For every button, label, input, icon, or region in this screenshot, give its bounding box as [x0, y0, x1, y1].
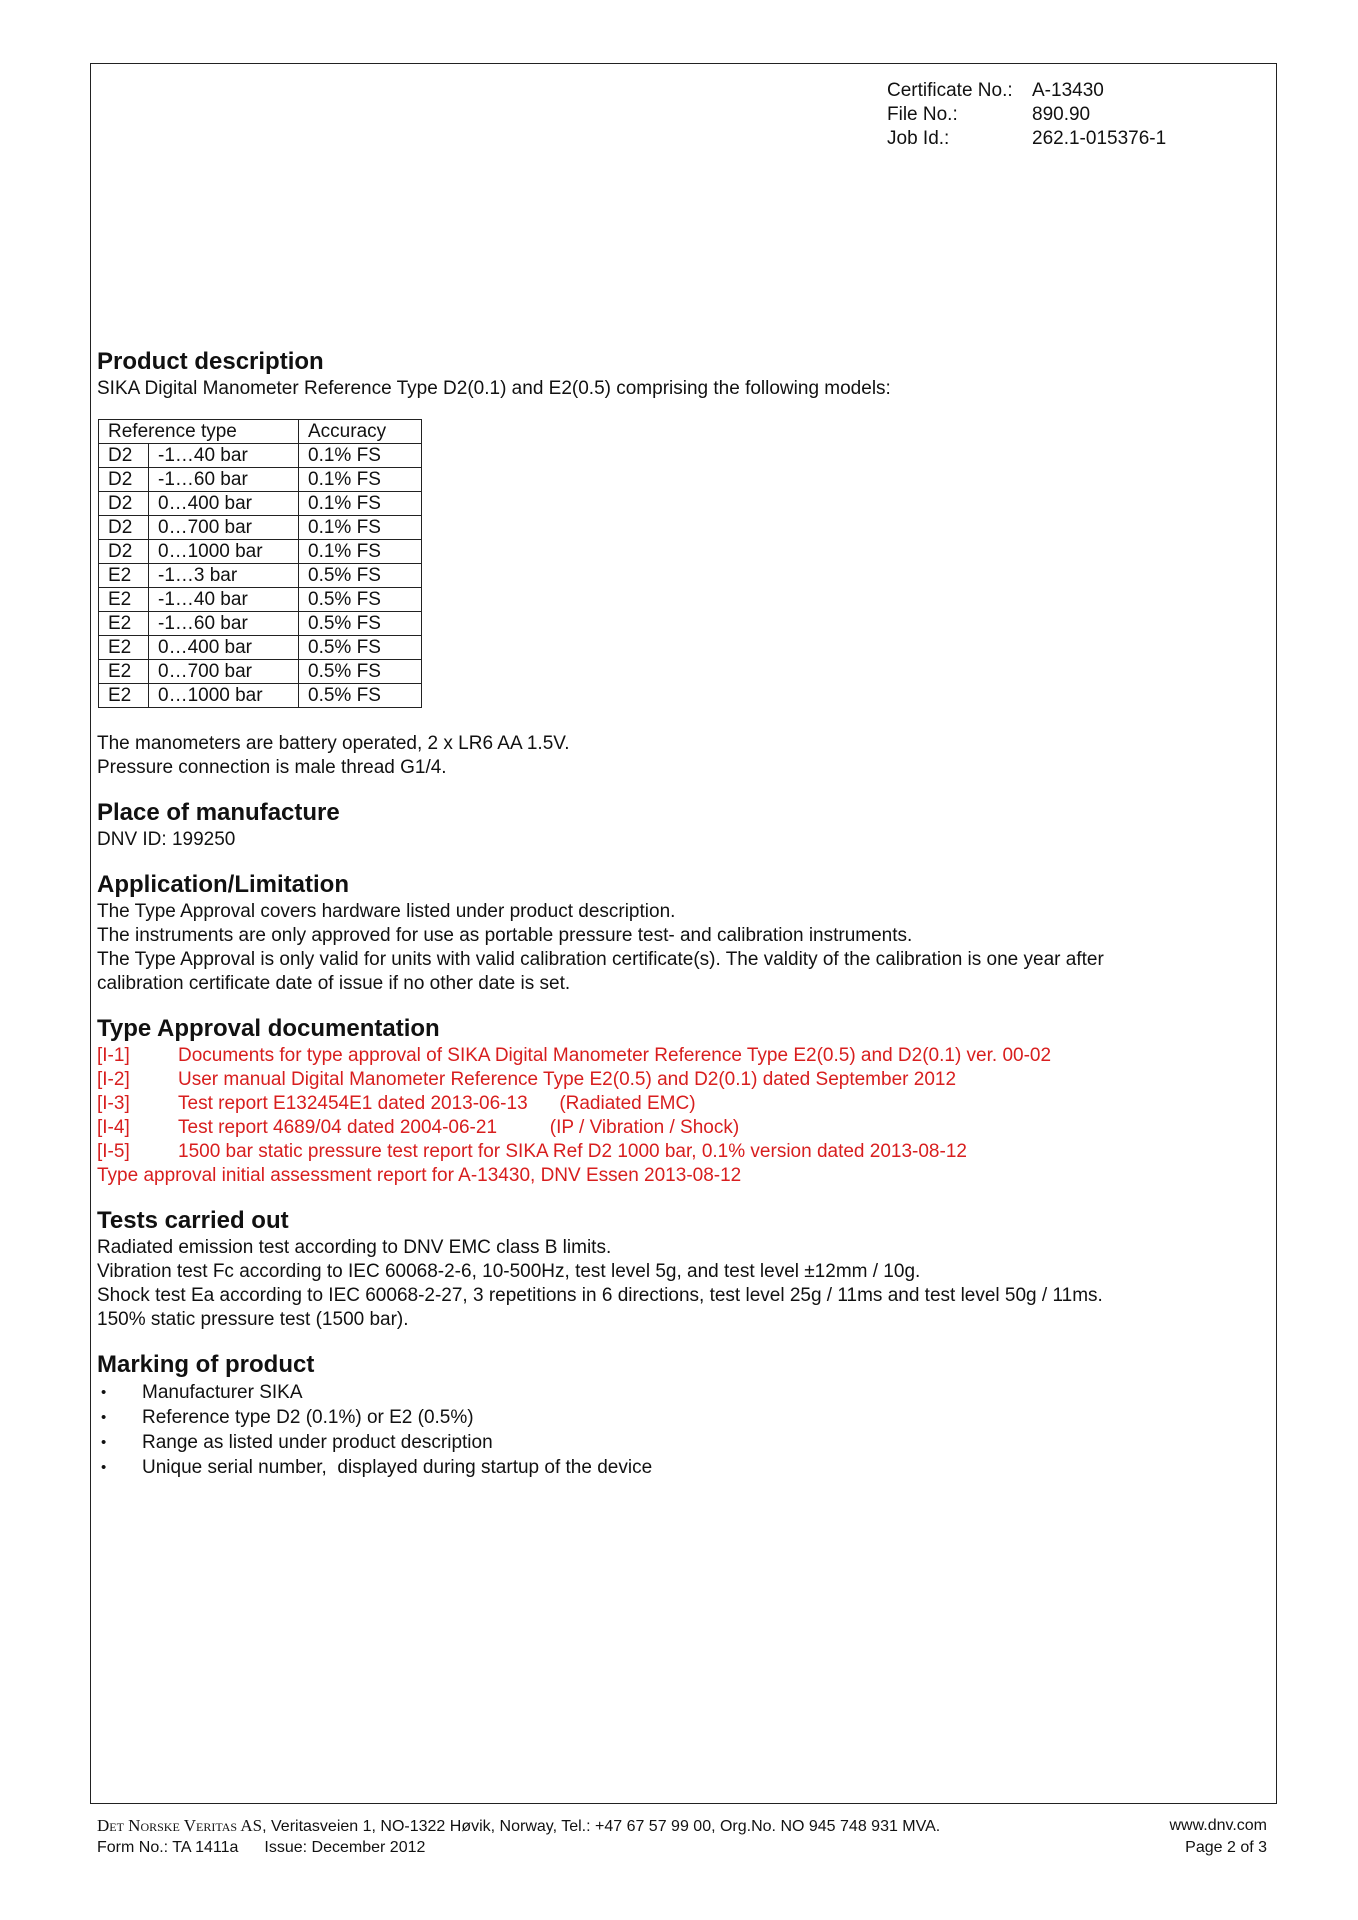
company-name: Det Norske Veritas AS	[97, 1816, 263, 1835]
cell-type: E2	[99, 636, 149, 660]
table-row	[99, 660, 422, 684]
cell-accuracy: 0.5% FS	[299, 684, 422, 708]
application-line: The Type Approval covers hardware listed under product description.	[97, 901, 676, 922]
footer-row-1	[97, 1815, 1267, 1837]
page-footer	[97, 1815, 1267, 1858]
cell-type: D2	[99, 492, 149, 516]
test-line: Radiated emission test according to DNV EMC class B limits.	[97, 1237, 612, 1258]
file-no-row	[887, 103, 1166, 127]
doc-id: [I-2]	[97, 1069, 130, 1090]
cell-type: D2	[99, 540, 149, 564]
cell-type: D2	[99, 444, 149, 468]
page-number: Page 2 of 3	[1185, 1839, 1267, 1856]
test-line: Shock test Ea according to IEC 60068-2-27, 3 repetitions in 6 directions, test level 25g / 11ms and test level 50g / 11ms.	[97, 1285, 1103, 1306]
cell-range: 0…400 bar	[149, 636, 299, 660]
header-accuracy: Accuracy	[299, 420, 422, 444]
job-id-row	[887, 127, 1166, 151]
list-item-text: Unique serial number, displayed during startup of the device	[142, 1457, 653, 1478]
footer-address-line	[97, 1815, 940, 1837]
application-line: The instruments are only approved for use as portable pressure test- and calibration instruments.	[97, 925, 913, 946]
table-row	[99, 588, 422, 612]
cell-range: 0…700 bar	[149, 516, 299, 540]
form-info	[97, 1837, 425, 1858]
doc-item	[97, 1068, 1237, 1092]
cell-accuracy: 0.5% FS	[299, 588, 422, 612]
certificate-no-row	[887, 79, 1166, 103]
issue-date: Issue: December 2012	[264, 1839, 426, 1856]
marking-list	[97, 1380, 1237, 1480]
cell-accuracy: 0.1% FS	[299, 516, 422, 540]
product-note: The manometers are battery operated, 2 x LR6 AA 1.5V.	[97, 733, 570, 754]
section-heading: Tests carried out	[97, 1207, 289, 1234]
list-item-text: Range as listed under product description	[142, 1432, 493, 1453]
meta-label: File No.:	[887, 104, 958, 125]
table-row	[99, 516, 422, 540]
doc-text: Test report E132454E1 dated 2013-06-13 (Radiated EMC)	[178, 1093, 696, 1114]
bullet-icon: •	[101, 1384, 107, 1401]
table-row	[99, 540, 422, 564]
cell-accuracy: 0.1% FS	[299, 492, 422, 516]
section-heading: Product description	[97, 348, 324, 375]
doc-id: [I-4]	[97, 1117, 130, 1138]
product-intro: SIKA Digital Manometer Reference Type D2(0.1) and E2(0.5) comprising the following models:	[97, 378, 891, 399]
cell-range: -1…60 bar	[149, 612, 299, 636]
place-of-manufacture-section	[97, 798, 1237, 852]
table-row	[99, 636, 422, 660]
dnv-id: DNV ID: 199250	[97, 829, 236, 850]
list-item-text: Manufacturer SIKA	[142, 1382, 303, 1403]
cell-range: 0…1000 bar	[149, 684, 299, 708]
list-item-text: Reference type D2 (0.1%) or E2 (0.5%)	[142, 1407, 474, 1428]
cell-accuracy: 0.1% FS	[299, 468, 422, 492]
bullet-icon: •	[101, 1459, 107, 1476]
company-address: , Veritasveien 1, NO-1322 Høvik, Norway, Tel.: +47 67 57 99 00, Org.No. NO 945 748 931 MVA.	[262, 1818, 941, 1835]
test-line: 150% static pressure test (1500 bar).	[97, 1309, 409, 1330]
list-item	[97, 1380, 1237, 1405]
application-line: calibration certificate date of issue if no other date is set.	[97, 973, 571, 994]
doc-id: [I-3]	[97, 1093, 130, 1114]
application-limitation-section	[97, 870, 1237, 996]
bullet-icon: •	[101, 1434, 107, 1451]
form-number: Form No.: TA 1411a	[97, 1839, 239, 1856]
cell-range: -1…60 bar	[149, 468, 299, 492]
cell-range: -1…40 bar	[149, 588, 299, 612]
cell-type: D2	[99, 468, 149, 492]
list-item	[97, 1430, 1237, 1455]
bullet-icon: •	[101, 1409, 107, 1426]
cell-accuracy: 0.5% FS	[299, 636, 422, 660]
doc-id: [I-1]	[97, 1045, 130, 1066]
cell-type: E2	[99, 588, 149, 612]
section-heading: Place of manufacture	[97, 799, 340, 826]
header-reference-type: Reference type	[99, 420, 299, 444]
doc-text: User manual Digital Manometer Reference Type E2(0.5) and D2(0.1) dated September 2012	[178, 1069, 957, 1090]
meta-value: A-13430	[1032, 80, 1104, 101]
cell-type: E2	[99, 564, 149, 588]
doc-item	[97, 1116, 1237, 1140]
cell-accuracy: 0.1% FS	[299, 444, 422, 468]
reference-type-table	[98, 419, 422, 708]
section-heading: Marking of product	[97, 1351, 315, 1378]
doc-text: Test report 4689/04 dated 2004-06-21 (IP / Vibration / Shock)	[178, 1117, 740, 1138]
cell-type: E2	[99, 660, 149, 684]
cell-range: 0…400 bar	[149, 492, 299, 516]
doc-text: Documents for type approval of SIKA Digital Manometer Reference Type E2(0.5) and D2(0.1) ver. 00-02	[178, 1045, 1052, 1066]
cell-accuracy: 0.5% FS	[299, 660, 422, 684]
cell-accuracy: 0.1% FS	[299, 540, 422, 564]
table-row	[99, 492, 422, 516]
tests-carried-out-section	[97, 1206, 1237, 1332]
marking-of-product-section	[97, 1350, 1237, 1480]
product-description-section	[97, 347, 1237, 780]
type-approval-documentation-section	[97, 1014, 1237, 1188]
footer-row-2	[97, 1837, 1267, 1858]
meta-label: Certificate No.:	[887, 80, 1013, 101]
cell-accuracy: 0.5% FS	[299, 612, 422, 636]
table-row	[99, 444, 422, 468]
table-row	[99, 564, 422, 588]
document-body	[97, 347, 1237, 1480]
cell-type: E2	[99, 612, 149, 636]
cell-range: -1…3 bar	[149, 564, 299, 588]
table-header-row	[99, 420, 422, 444]
list-item	[97, 1455, 1237, 1480]
website-link[interactable]: www.dnv.com	[1169, 1817, 1267, 1834]
doc-item	[97, 1092, 1237, 1116]
cell-type: D2	[99, 516, 149, 540]
cell-range: 0…700 bar	[149, 660, 299, 684]
cell-range: -1…40 bar	[149, 444, 299, 468]
application-line: The Type Approval is only valid for units with valid calibration certificate(s). The valdity of the calibration is one year after	[97, 949, 1104, 970]
section-heading: Application/Limitation	[97, 871, 349, 898]
doc-item	[97, 1140, 1237, 1164]
meta-label: Job Id.:	[887, 128, 950, 149]
doc-item	[97, 1044, 1237, 1068]
table-row	[99, 684, 422, 708]
doc-id: [I-5]	[97, 1141, 130, 1162]
doc-text: 1500 bar static pressure test report for SIKA Ref D2 1000 bar, 0.1% version dated 2013-08-12	[178, 1141, 967, 1162]
certificate-meta	[887, 79, 1166, 151]
product-note: Pressure connection is male thread G1/4.	[97, 757, 447, 778]
cell-range: 0…1000 bar	[149, 540, 299, 564]
table-row	[99, 468, 422, 492]
section-heading: Type Approval documentation	[97, 1015, 440, 1042]
list-item	[97, 1405, 1237, 1430]
meta-value: 890.90	[1032, 104, 1091, 125]
cell-accuracy: 0.5% FS	[299, 564, 422, 588]
table-row	[99, 612, 422, 636]
meta-value: 262.1-015376-1	[1032, 128, 1167, 149]
assessment-report: Type approval initial assessment report for A-13430, DNV Essen 2013-08-12	[97, 1165, 742, 1186]
cell-type: E2	[99, 684, 149, 708]
test-line: Vibration test Fc according to IEC 60068-2-6, 10-500Hz, test level 5g, and test level ±12mm / 10g.	[97, 1261, 921, 1282]
